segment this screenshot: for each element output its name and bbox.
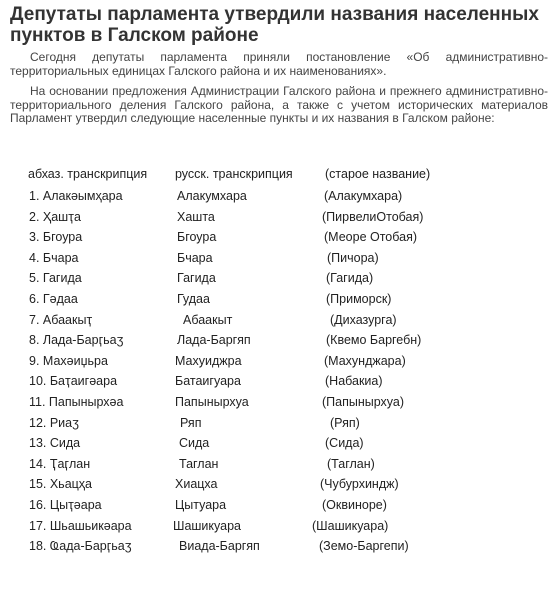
table-row <box>0 498 559 518</box>
russian-name: Бчара <box>177 250 213 265</box>
old-name: (Квемо Баргебн) <box>326 333 422 348</box>
russian-name: Сида <box>179 436 210 451</box>
abkhaz-name: 1. Алакәымҳара <box>29 189 123 203</box>
russian-name: Гудаа <box>177 292 210 306</box>
header-russian: русск. транскрипция <box>175 167 293 181</box>
abkhaz-name: 8. Лада-Барӷьаӡ <box>29 333 124 348</box>
table-row <box>0 477 559 497</box>
old-name: (Папынырхуа) <box>322 395 405 409</box>
abkhaz-name: 3. Бгоура <box>29 230 83 245</box>
abkhaz-name: 10. Баҭаигәара <box>29 374 118 389</box>
table-row <box>0 436 559 456</box>
table-row <box>0 271 559 291</box>
intro-text: Сегодня депутаты парламента приняли постановление «Об административно-территориальных единицах Галского района и их наименованиях». <box>10 50 548 78</box>
russian-name: Хиацха <box>175 477 218 492</box>
table-row <box>0 333 559 353</box>
table-row <box>0 519 559 539</box>
article-title: Депутаты парламента утвердили названия населенных пунктов в Галском районе <box>10 4 539 46</box>
abkhaz-name: 13. Сида <box>29 436 81 451</box>
old-name: (Ряп) <box>330 415 360 430</box>
abkhaz-name: 16. Цыҭәара <box>29 498 102 512</box>
old-name: (Алакумхара) <box>324 189 403 203</box>
old-name: (Таглан) <box>327 456 375 471</box>
table-row <box>0 230 559 250</box>
intro-paragraph <box>10 51 548 78</box>
abkhaz-name: 9. Махәиџьра <box>29 353 108 368</box>
abkhaz-name: 12. Риаӡ <box>29 415 79 430</box>
table-row <box>0 292 559 312</box>
table-row <box>0 395 559 415</box>
abkhaz-name: 14. Ҭаӷлан <box>29 456 91 471</box>
table-row <box>0 251 559 271</box>
russian-name: Таглан <box>179 456 219 471</box>
abkhaz-name: 18. Ҩада-Барӷьаӡ <box>29 539 132 554</box>
old-name: (ПирвелиОтобая) <box>322 209 424 224</box>
abkhaz-name: 6. Гәдаа <box>29 292 78 306</box>
russian-name: Виада-Баргяп <box>179 539 260 554</box>
russian-name: Гагида <box>177 271 216 286</box>
old-name: (Оквиноре) <box>322 498 387 512</box>
russian-name: Алакумхара <box>177 189 247 203</box>
russian-name: Батаигуара <box>175 374 241 389</box>
russian-name: Лада-Баргяп <box>177 333 251 348</box>
old-name: (Шашикуара) <box>312 518 389 533</box>
old-name: (Чубурхиндж) <box>320 477 399 492</box>
old-name: (Меоре Отобая) <box>324 230 418 245</box>
old-name: (Сида) <box>325 436 364 451</box>
table-row <box>0 313 559 333</box>
russian-name: Шашикуара <box>173 518 241 533</box>
old-name: (Гагида) <box>326 271 374 286</box>
old-name: (Дихазурга) <box>330 312 397 327</box>
abkhaz-name: 4. Бчара <box>29 250 79 265</box>
old-name: (Земо-Баргепи) <box>319 539 409 554</box>
abkhaz-name: 15. Хьацҳа <box>29 477 93 492</box>
table-row <box>0 354 559 374</box>
abkhaz-name: 7. Абаакыҭ <box>29 312 93 327</box>
old-name: (Набакиа) <box>325 374 383 389</box>
table-row <box>0 416 559 436</box>
russian-name: Цытуара <box>175 498 227 512</box>
old-name: (Махунджара) <box>324 353 406 368</box>
abkhaz-name: 2. Ҳашҭа <box>29 209 81 224</box>
russian-name: Хашта <box>177 209 215 224</box>
abkhaz-name: 11. Папынырхәа <box>29 395 124 409</box>
russian-name: Бгоура <box>177 230 217 245</box>
table-row <box>0 539 559 559</box>
abkhaz-name: 17. Шьашьикәара <box>29 518 132 533</box>
russian-name: Абаакыт <box>183 312 233 327</box>
old-name: (Приморск) <box>326 292 392 306</box>
table-row <box>0 457 559 477</box>
header-old-name: (старое название) <box>325 167 431 181</box>
header-abkhaz: абхаз. транскрипция <box>28 167 148 181</box>
basis-paragraph <box>10 85 548 126</box>
table-header-row <box>0 167 559 187</box>
table-row <box>0 189 559 209</box>
table-row <box>0 210 559 230</box>
basis-text: На основании предложения Администрации Галского района и прежнего административно-территориального деления Галского района, а также с учетом исторических материалов Парламент утвердил следующие населенные пункты и их названия в Галском районе: <box>10 84 548 125</box>
abkhaz-name: 5. Гагида <box>29 271 82 286</box>
russian-name: Ряп <box>180 415 202 430</box>
russian-name: Папынырхуа <box>175 395 249 409</box>
old-name: (Пичора) <box>327 250 379 265</box>
russian-name: Махуиджра <box>175 353 242 368</box>
table-row <box>0 374 559 394</box>
